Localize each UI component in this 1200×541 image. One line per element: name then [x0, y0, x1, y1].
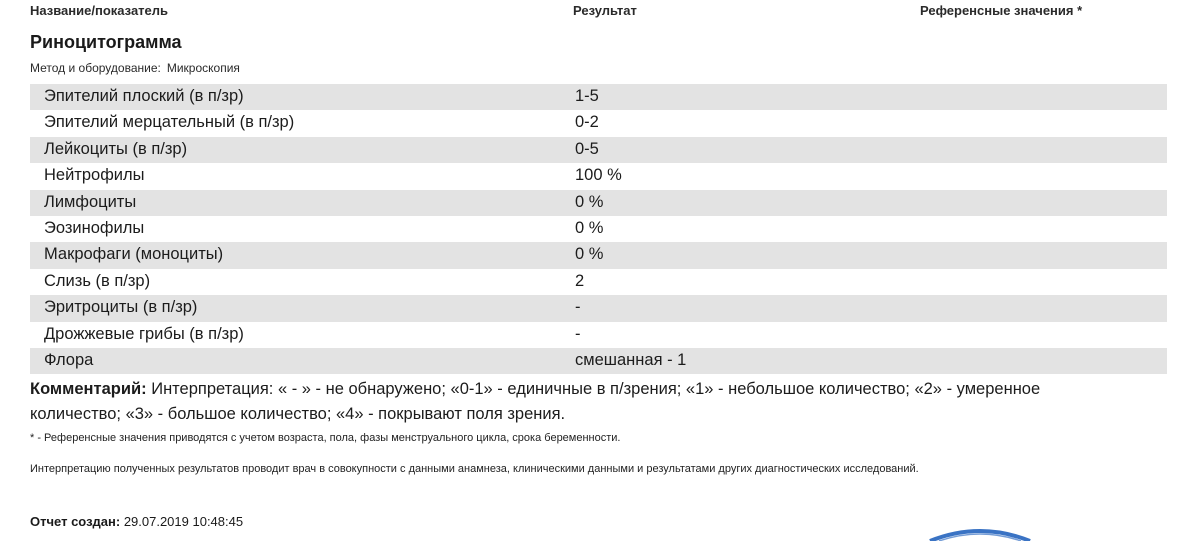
table-row: [30, 110, 1167, 136]
table-row: [30, 84, 1167, 110]
row-name: Дрожжевые грибы (в п/зр): [44, 324, 244, 343]
row-result: 2: [575, 271, 585, 290]
report-created-value: 29.07.2019 10:48:45: [123, 514, 244, 529]
column-header-result: Результат: [573, 3, 637, 18]
table-row: [30, 163, 1167, 189]
column-header-name: Название/показатель: [30, 3, 169, 18]
row-result: -: [575, 324, 581, 343]
row-result: 0 %: [575, 245, 604, 264]
table-row: [30, 242, 1167, 268]
table-row: [30, 190, 1167, 216]
interpretation-footnote: Интерпретацию полученных результатов проводит врач в совокупности с данными анамнеза, клиническими данными и результатами других диагностических исследований.: [30, 463, 919, 475]
row-result: смешанная - 1: [575, 350, 687, 369]
method-line: [30, 61, 240, 75]
table-row: [30, 322, 1167, 348]
row-result: 1-5: [575, 87, 599, 105]
row-name: Нейтрофилы: [44, 166, 145, 185]
row-result: -: [575, 298, 581, 317]
method-value: Микроскопия: [166, 61, 240, 75]
comment-block: [30, 377, 1130, 427]
row-result: 0 %: [575, 218, 604, 237]
row-name: Макрофаги (моноциты): [44, 245, 224, 264]
row-name: Эритроциты (в п/зр): [44, 298, 198, 317]
section-title: Риноцитограмма: [30, 32, 182, 52]
row-name: Слизь (в п/зр): [44, 271, 151, 290]
comment-label: Комментарий:: [30, 380, 147, 398]
method-label: Метод и оборудование:: [30, 61, 161, 75]
reference-footnote: * - Референсные значения приводятся с учетом возраста, пола, фазы менструального цикла, срока беременности.: [30, 432, 621, 444]
report-created-label: Отчет создан:: [30, 514, 121, 529]
column-header-reference: Референсные значения *: [920, 3, 1083, 18]
comment-text: Интерпретация: « - » - не обнаружено; «0-1» - единичные в п/зрения; «1» - небольшое количество; «2» - умеренное количество; «3» - большое количество; «4» - покрывают поля зрения.: [30, 380, 1041, 423]
row-name: Эпителий мерцательный (в п/зр): [44, 113, 295, 132]
table-row: [30, 295, 1167, 321]
row-result: 0 %: [575, 192, 604, 211]
row-name: Лейкоциты (в п/зр): [44, 139, 188, 158]
row-result: 0-5: [575, 139, 599, 158]
row-name: Эозинофилы: [44, 218, 145, 237]
table-row: [30, 348, 1167, 374]
row-name: Флора: [44, 350, 94, 369]
stamp-seal-icon: [925, 528, 1035, 541]
table-row: [30, 269, 1167, 295]
row-result: 0-2: [575, 113, 599, 132]
report-created: [30, 514, 243, 529]
table-row: [30, 137, 1167, 163]
results-table: [30, 84, 1167, 374]
row-result: 100 %: [575, 166, 622, 185]
row-name: Эпителий плоский (в п/зр): [44, 87, 244, 105]
table-row: [30, 216, 1167, 242]
row-name: Лимфоциты: [44, 192, 137, 211]
